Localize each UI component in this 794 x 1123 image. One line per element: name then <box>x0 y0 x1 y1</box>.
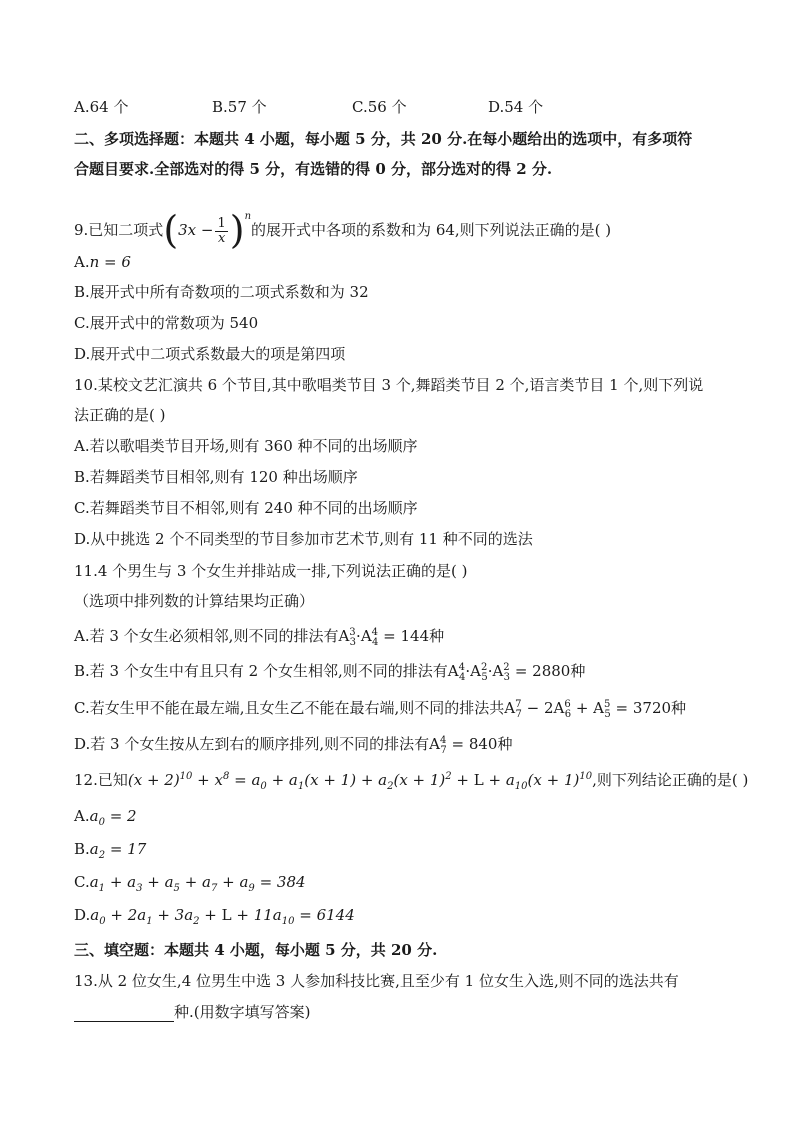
q9-option-a <box>74 252 131 272</box>
q12-prefix: 12.已知 <box>74 771 128 789</box>
q11-note: （选项中排列数的计算结果均正确） <box>74 592 315 610</box>
q12-option-b-label: B. <box>74 840 90 858</box>
q11-option-a-formula: $A^3_3\cdot A^4_4 = 144$ <box>338 627 430 648</box>
q11-option-b-text: B.若 3 个女生中有且只有 2 个女生相邻,则不同的排法有 <box>74 662 448 680</box>
q9-option-a-label: A. <box>74 253 90 271</box>
q9-option-c: C.展开式中的常数项为 540 <box>74 314 259 332</box>
q9-option-d: D.展开式中二项式系数最大的项是第四项 <box>74 345 346 363</box>
q12-option-a <box>74 806 137 833</box>
q11-option-a <box>74 623 444 653</box>
q11-option-d-text: D.若 3 个女生按从左到右的顺序排列,则不同的排法有 <box>74 735 430 753</box>
q8-option-d: D.54 个 <box>488 98 544 116</box>
q10-option-d: D.从中挑选 2 个不同类型的节目参加市艺术节,则有 11 种不同的选法 <box>74 530 533 548</box>
q11-stem: 11.4 个男生与 3 个女生并排站成一排,下列说法正确的是( ) <box>74 562 468 580</box>
q11-option-b-formula: $A^4_4\cdot A^2_5\cdot A^2_3 = 2880$ <box>447 662 571 683</box>
q12-option-c-math: $a_1 + a_3 + a_5 + a_7 + a_9 = 384$ <box>89 873 306 894</box>
q13-tail: 种.(用数字填写答案) <box>174 1003 311 1021</box>
section2-heading-line2: 合题目要求.全部选对的得 5 分，有选错的得 0 分，部分选对的得 2 分. <box>74 160 553 178</box>
q8-option-b: B.57 个 <box>212 98 267 116</box>
q10-stem-line1: 10.某校文艺汇演共 6 个节目,其中歌唱类节目 3 个,舞蹈类节目 2 个,语言类节目 1 个,则下列说 <box>74 376 704 394</box>
q11-option-c-formula: $A^7_7 - 2A^6_6 + A^5_5 = 3720$ <box>504 699 672 720</box>
q9-stem <box>74 198 612 252</box>
q12-option-a-label: A. <box>74 807 90 825</box>
q8-option-c: C.56 个 <box>352 98 407 116</box>
q12-suffix: ,则下列结论正确的是( ) <box>592 771 749 789</box>
q12-option-d-label: D. <box>74 906 91 924</box>
q11-option-c <box>74 695 686 725</box>
q12-option-c <box>74 872 306 899</box>
q12-option-b <box>74 839 146 866</box>
q9-binomial: (3x − $\frac{1}{x}$ )$^n$ <box>163 208 252 252</box>
q12-stem <box>74 767 748 797</box>
q8-options <box>0 96 794 116</box>
q12-option-d <box>74 905 355 932</box>
q11-option-c-tail: 种 <box>671 699 687 717</box>
q10-option-a: A.若以歌唱类节目开场,则有 360 种不同的出场顺序 <box>74 437 418 455</box>
q11-option-a-tail: 种 <box>429 627 445 645</box>
section3-heading: 三、填空题：本题共 4 小题，每小题 5 分，共 20 分. <box>74 941 438 959</box>
q9-option-a-math: n = 6 <box>89 253 131 271</box>
q9-option-b: B.展开式中所有奇数项的二项式系数和为 32 <box>74 283 369 301</box>
q10-option-b: B.若舞蹈类节目相邻,则有 120 种出场顺序 <box>74 468 358 486</box>
q13-stem-line1: 13.从 2 位女生,4 位男生中选 3 人参加科技比赛,且至少有 1 位女生入选,则不同的选法共有 <box>74 972 679 990</box>
q11-option-a-text: A.若 3 个女生必须相邻,则不同的排法有 <box>74 627 339 645</box>
q12-option-a-math: $a_0 = 2$ <box>89 807 137 828</box>
q9-suffix: 的展开式中各项的系数和为 64,则下列说法正确的是( ) <box>251 221 612 239</box>
q9-prefix: 9.已知二项式 <box>74 221 164 239</box>
q11-option-c-text: C.若女生甲不能在最左端,且女生乙不能在最右端,则不同的排法共 <box>74 699 505 717</box>
q10-option-c: C.若舞蹈类节目不相邻,则有 240 种不同的出场顺序 <box>74 499 418 517</box>
q11-option-d <box>74 731 512 761</box>
q11-option-b <box>74 658 585 688</box>
q13-answer-blank[interactable] <box>74 1005 174 1022</box>
q8-option-a: A.64 个 <box>74 98 129 116</box>
q12-option-d-math: $a_0 + 2a_1 + 3a_2 + L + 11a_{10} = 6144$ <box>90 906 355 927</box>
q13-stem-line2 <box>74 1002 310 1022</box>
q11-option-d-tail: 种 <box>497 735 513 753</box>
q12-option-b-math: $a_2 = 17$ <box>89 840 147 861</box>
q11-option-b-tail: 种 <box>570 662 586 680</box>
q10-stem-line2: 法正确的是( ) <box>74 406 166 424</box>
q12-equation: $(x + 2)^{10} + x^8 = a_0 + a_1(x + 1) + a_2(x + 1)^2 + L + a_{10}(x + 1)^{10}$ <box>127 771 593 792</box>
section2-heading-line1: 二、多项选择题：本题共 4 小题，每小题 5 分，共 20 分.在每小题给出的选项中，有多项符 <box>74 130 693 148</box>
q12-option-c-label: C. <box>74 873 90 891</box>
q11-option-d-formula: $A^4_7 = 840$ <box>429 735 498 756</box>
